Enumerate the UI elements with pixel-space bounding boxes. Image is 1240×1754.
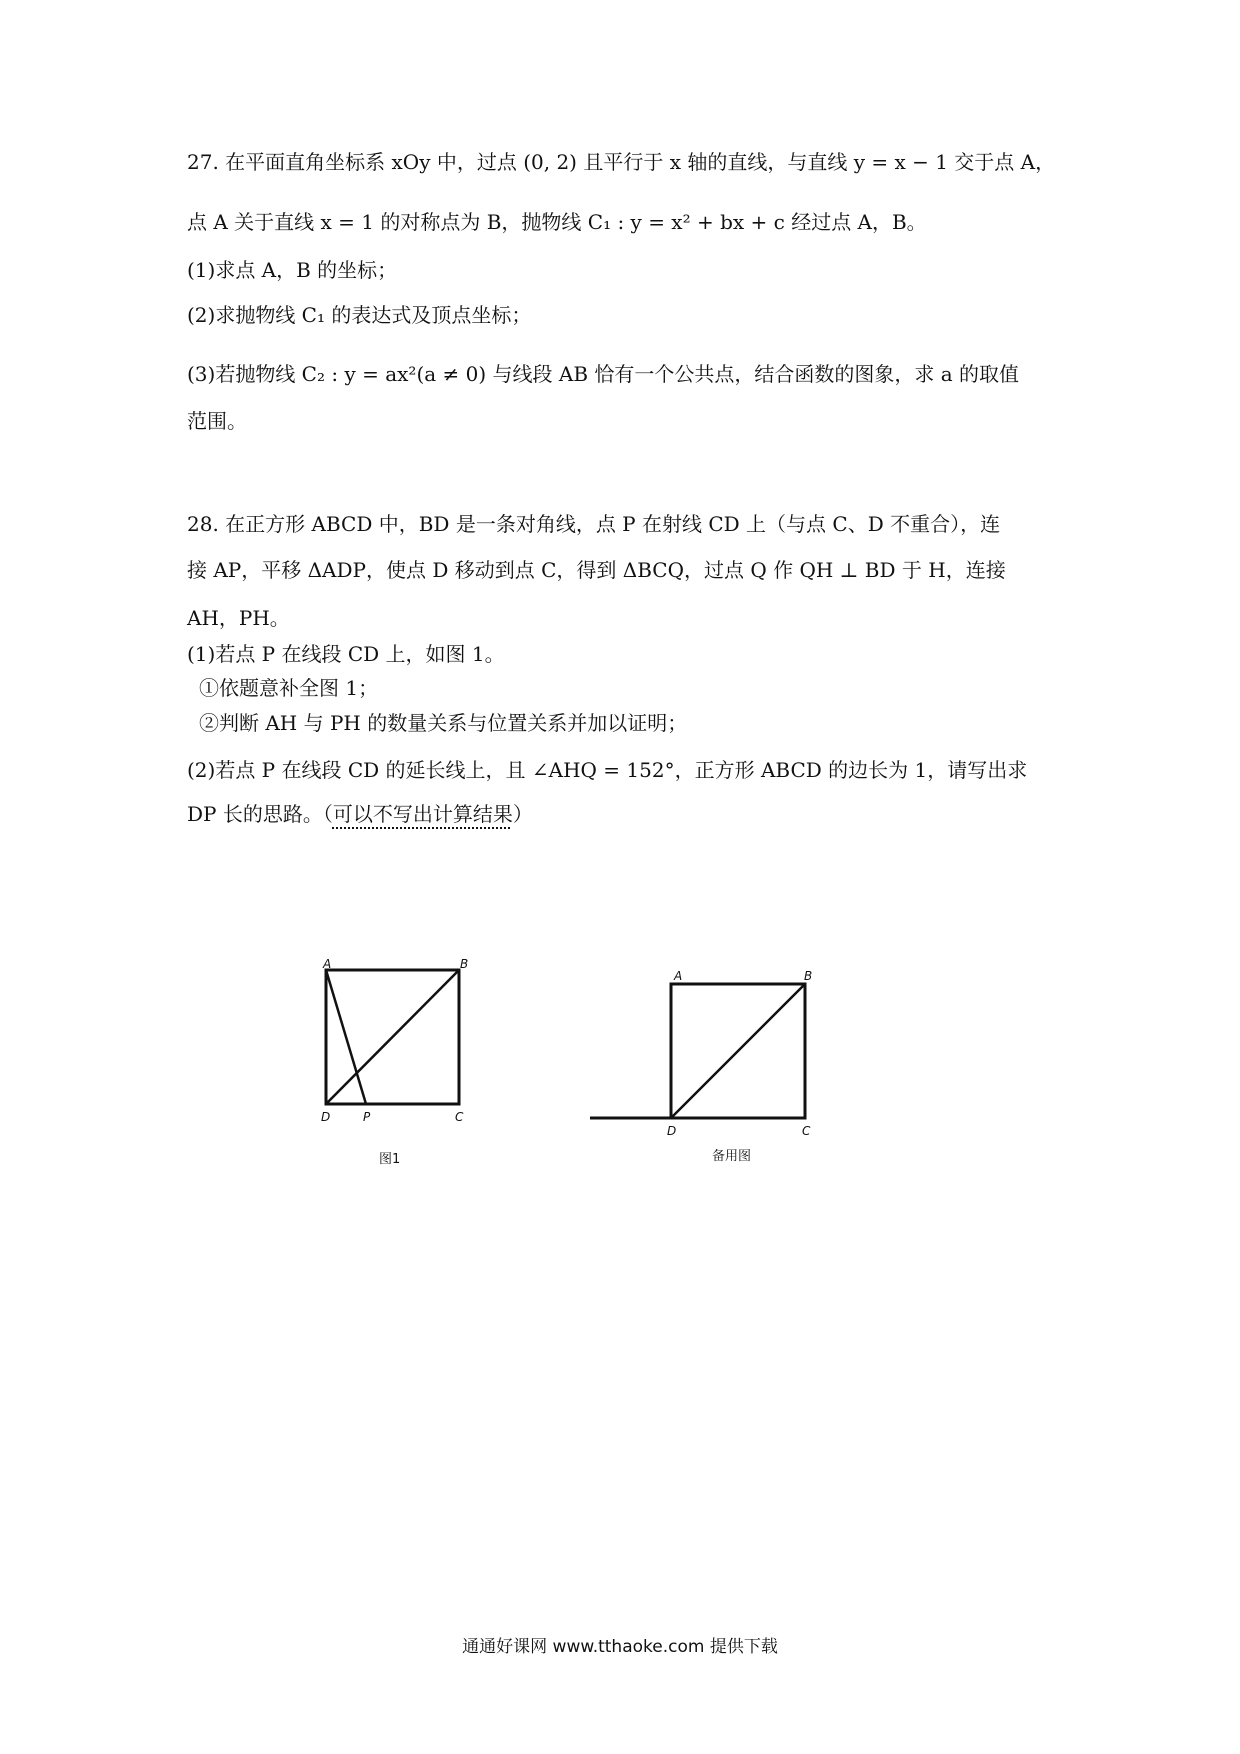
q28-part2b-emphasis: 可以不写出计算结果 <box>332 802 513 826</box>
figure-2 <box>585 955 835 1170</box>
figure2-label-a: A <box>674 969 683 983</box>
figure2-label-b: B <box>804 969 813 983</box>
q28-part2b-post: ） <box>512 802 533 826</box>
q28-line1: 28. 在正方形 ABCD 中，BD 是一条对角线，点 P 在射线 CD 上（与点 C、D 不重合），连 <box>187 512 1001 536</box>
q28-line3: AH，PH。 <box>187 606 290 630</box>
q27-line1: 27. 在平面直角坐标系 xOy 中，过点 (0, 2) 且平行于 x 轴的直线，与直线 y = x − 1 交于点 A， <box>187 150 1056 174</box>
q27-part2: (2)求抛物线 C₁ 的表达式及顶点坐标； <box>187 303 532 327</box>
q28-sub2: ②判断 AH 与 PH 的数量关系与位置关系并加以证明； <box>199 711 688 735</box>
q28-part2a: (2)若点 P 在线段 CD 的延长线上，且 ∠AHQ = 152°，正方形 ABCD 的边长为 1，请写出求 <box>187 758 1028 782</box>
figure2-label-c: C <box>802 1124 811 1138</box>
figure2-caption: 备用图 <box>712 1149 752 1164</box>
q28-part1: (1)若点 P 在线段 CD 上，如图 1。 <box>187 642 505 666</box>
figure1-label-p: P <box>363 1110 371 1124</box>
q27-line2: 点 A 关于直线 x = 1 的对称点为 B，抛物线 C₁ : y = x² + bx + c 经过点 A，B。 <box>187 210 927 234</box>
q28-part2b <box>187 800 533 828</box>
q28-sub1: ①依题意补全图 1； <box>199 676 379 700</box>
figure2-diagonal-bd <box>671 984 805 1118</box>
q27-part3b: 范围。 <box>187 409 247 433</box>
figure-1 <box>310 955 500 1175</box>
figure1-caption: 图1 <box>379 1152 401 1167</box>
q27-part3a: (3)若抛物线 C₂ : y = ax²(a ≠ 0) 与线段 AB 恰有一个公共点，结合函数的图象，求 a 的取值 <box>187 362 1020 386</box>
q28-part2b-pre: DP 长的思路。（ <box>187 802 333 826</box>
figure2-label-d: D <box>667 1124 677 1138</box>
footer-watermark: 通通好课网 www.tthaoke.com 提供下载 <box>462 1637 778 1657</box>
q27-part1: (1)求点 A，B 的坐标； <box>187 258 398 282</box>
figure1-label-c: C <box>455 1110 464 1124</box>
q28-line2: 接 AP，平移 ΔADP，使点 D 移动到点 C，得到 ΔBCQ，过点 Q 作 QH ⊥ BD 于 H，连接 <box>187 558 1006 582</box>
figure1-label-a: A <box>323 957 332 971</box>
figure1-label-d: D <box>321 1110 331 1124</box>
figure1-label-b: B <box>460 957 469 971</box>
